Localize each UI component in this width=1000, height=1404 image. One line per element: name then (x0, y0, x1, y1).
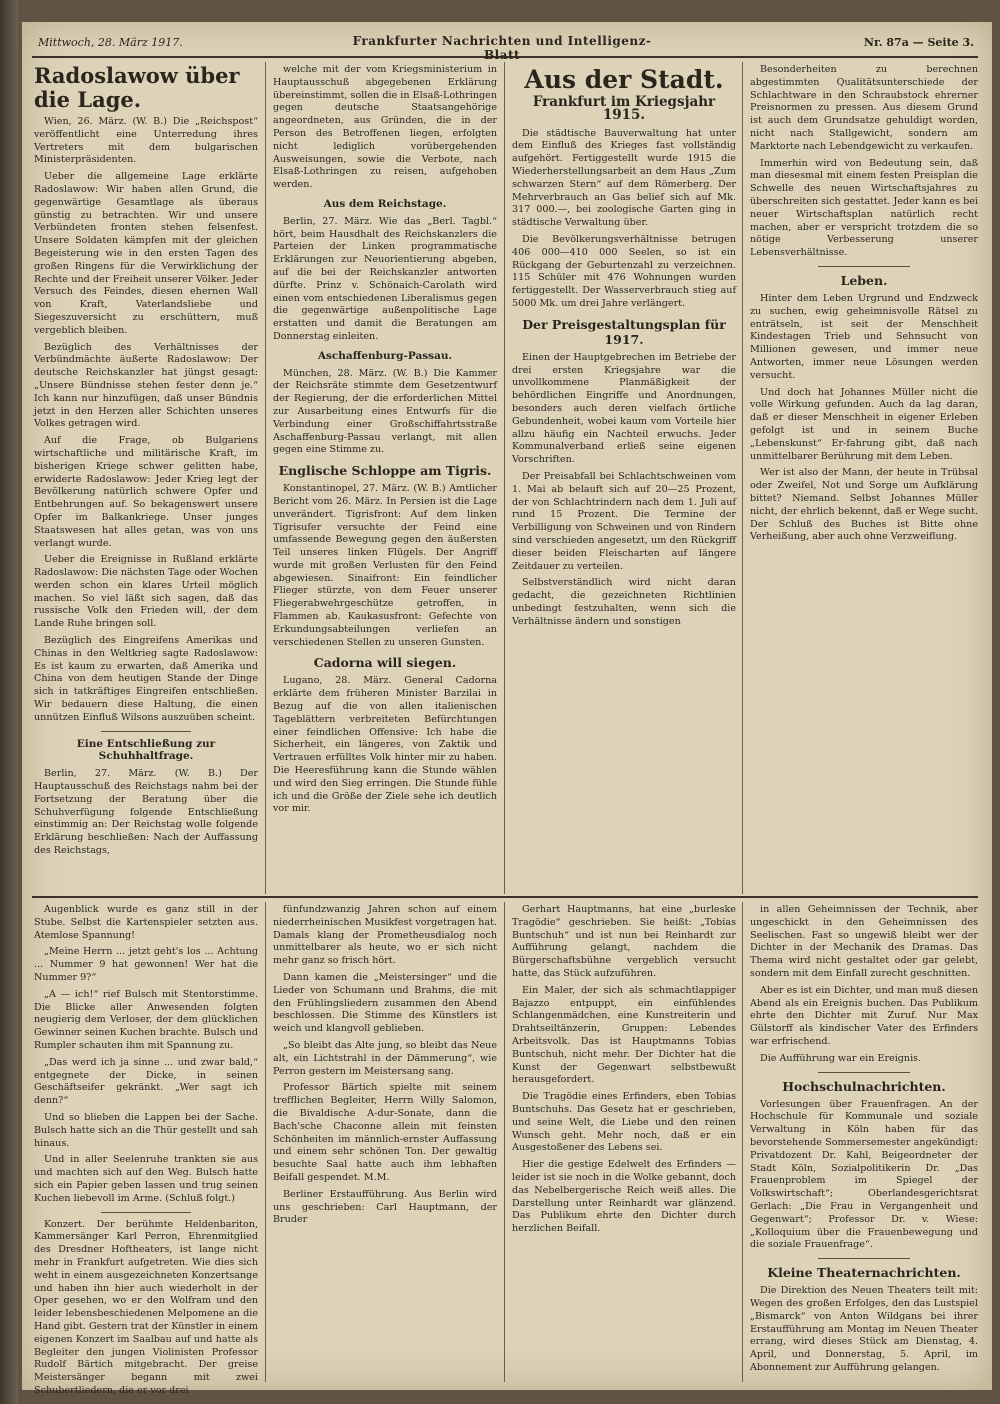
headline-leben: Leben. (840, 272, 888, 288)
article-paragraph: Konzert. Der berühmte Heldenbariton, Kammersänger Karl Perron, Ehrenmitglied des Dresdner Hoftheaters, ist lange nicht mehr in Frankfurt aufgetreten. Wie dies sich weht in einem ausgezeichneten Konzertsange und haben ihn hier auch wiederholt in der Oper gesehen, wo er den Wolfram und den leider lebensbeschiedenen Melpomene an die Hand gibt. Gestern trat der Künstler in einem eigenen Konzert im Saalbau auf und hatte als Begleiter den jungen Violinisten Professor Rudolf Bärtich mitgebracht. Der greise Meistersänger begann mit zwei Schubertliedern, die er vor drei (34, 1218, 258, 1396)
article-paragraph: welche mit der vom Kriegsministerium in Hauptausschuß abgegebenen Erklärung übereinstimmt, sollen die in Elsaß-Lothringen gegen deutsche Staatsangehörige angeordneten, aus Gründen, die in der Person des Betroffenen liegen, erfolgten nicht lediglich vorübergehenden Ausweisungen, sowie die Verbote, nach Elsaß-Lothringen zu reisen, aufgehoben werden. (273, 64, 497, 191)
issue-date: Mittwoch, 28. März 1917. (38, 36, 183, 49)
article-paragraph: Die Direktion des Neuen Theaters teilt mit: Wegen des großen Erfolges, den das Lustspiel „Bismarck“ von Anton Wildgans bei ihrer Erstaufführung am Montag im Neuen Theater errang, wird dieses Stück am Dienstag, 4. April, und Donnerstag, 5. April, im Abonnement zur Aufführung gelangen. (750, 1285, 978, 1373)
article-paragraph: Aber es ist ein Dichter, und man muß diesen Abend als ein Ereignis buchen. Das Publikum ehrte den Dichter mit Zuruf. Nur Max Gülstorff als kindischer Vater des Erfinders war erfrischend. (750, 984, 978, 1047)
article-paragraph: fünfundzwanzig Jahren schon auf einem niederrheinischen Musikfest vorgetragen hat. Damals klang der Prometheusdialog noch unmittelbarer als heute, wo er sich nicht mehr ganz so frisch hört. (273, 904, 497, 967)
article-paragraph: „Das werd ich ja sinne ... und zwar bald,“ entgegnete der Dicke, in seinen Geschäftseifer gekränkt. „Wer sagt ich denn?“ (34, 1056, 258, 1107)
headline-cadorna: Cadorna will siegen. (313, 655, 457, 671)
headline-radoslawow: Radoslawow über die Lage. (34, 63, 240, 112)
article-paragraph: Der Preisabfall bei Schlachtschweinen vom 1. Mai ab belauft sich auf 20—25 Prozent, der von Schlachtrindern nach dem 1. Juli auf rund 15 Prozent. Die Termine der Verbilligung von Schweinen und von Rindern sind verschieden angesetzt, um den Rückgriff dieser beiden Fleischarten auf längere Zeitdauer zu verteilen. (512, 470, 736, 572)
article-paragraph: Einen der Hauptgebrechen im Betriebe der drei ersten Kriegsjahre war die unvollkommene Planmäßigkeit der behördlichen Eingriffe und Anordnungen, besonders auch deren vielfach örtliche Gebundenheit, wobei kaum vom Vorteile hier allzu häufig ein Nachteil erwuchs. Jeder Kommunalverband erließ seine eigenen Vorschriften. (512, 351, 736, 466)
article-paragraph: Besonderheiten zu berechnen abgestimmten Qualitätsunterschiede der Schlachtware in den Schraubstock ehrerner Preisnormen zu pressen. Aus diesem Grund ist auch dem Grundsatze gehuldigt worden, nicht nach Stallgewicht, sondern am Marktorte nach Lebendgewicht zu verkaufen. (750, 64, 978, 152)
article-paragraph: in allen Geheimnissen der Technik, aber ungeschickt in den Geheimnissen des Seelischen. Fast so ungewiß bleibt wer der Dichter in der Mechanik des Dramas. Das Thema wird nicht gestaltet oder gar gelebt, sondern mit dem Einfall zurecht geschnitten. (750, 904, 978, 979)
column-3 (512, 64, 736, 892)
article-paragraph: „A — ich!“ rief Bulsch mit Stentorstimme. Die Blicke aller Anwesenden folgten neugierig dem Verloser, der dem glücklichen Gewinner seinen Kuchen brachte. Bulsch und Rumpler schauten ihm mit Spannung zu. (34, 988, 258, 1051)
article-paragraph: „So bleibt das Alte jung, so bleibt das Neue alt, ein Lichtstrahl in der Dämmerung“, wie Perron gestern im Meistersang sang. (273, 1039, 497, 1077)
feuilleton-column-3 (512, 904, 736, 1382)
article-paragraph: Bezüglich des Eingreifens Amerikas und Chinas in den Weltkrieg sagte Radoslawow: Es ist kaum zu erwarten, daß Amerika und China von dem heutigen Stande der Dinge sich in tatkräftiges Eingreifen entschließen. Wir bedauern diese Haltung, die einen unnützen Einfluß Wilsons auszuüben scheint. (34, 635, 258, 723)
article-paragraph: Ein Maler, der sich als schmachtlappiger Bajazzo entpuppt, ein einfühlendes Schlangenmädchen, eine Kunstreiterin und Drahtseiltänzerin, Gruppen: Lebendes Arbeitsvolk. Das ist Hauptmanns Tobias Buntschuh, nicht mehr. Der Dichter hat die Kunst der Gegenwart selbstbewußt herausgefordert. (512, 984, 736, 1086)
article-separator (101, 1212, 191, 1213)
column-rule (742, 902, 743, 1382)
column-1 (34, 64, 258, 892)
feuilleton-column-2 (273, 904, 497, 1382)
article-paragraph: Professor Bärtich spielte mit seinem trefflichen Begleiter, Herrn Willy Salomon, die Bivaldische A-dur-Sonate, dann die Bach'sche Chaconne allein mit feinsten Schönheiten im männlich-ernster Auffassung und einem sehr schönen Ton. Der gewaltig besuchte Saal hatte auch ihm lebhaften Beifall gespendet. M.M. (273, 1082, 497, 1183)
article-paragraph: Augenblick wurde es ganz still in der Stube. Selbst die Kartenspieler setzten aus. Atemlose Spannung! (34, 904, 258, 941)
section-divider (32, 896, 978, 898)
column-4 (750, 64, 978, 892)
article-separator (818, 1258, 909, 1259)
column-2 (273, 64, 497, 892)
column-rule (504, 62, 505, 894)
article-paragraph: Hinter dem Leben Urgrund und Endzweck zu suchen, ewig geheimnisvolle Rätsel zu enträtseln, ist seit der Menschheit Kindestagen Trieb und Sehnsucht von Millionen gewesen, und immer neue Antworten, immer neue Lösungen werden versucht. (750, 292, 978, 381)
article-paragraph: Und doch hat Johannes Müller nicht die volle Wirkung gefunden. Auch da lag daran, daß er dieser Menschheit in eigener Erleben gefolgt ist und in seinem Buche „Lebenskunst“ Er-fahrung gibt, daß nach unmittelbarer Berührung mit dem Leben. (750, 386, 978, 462)
article-separator (818, 266, 909, 267)
newspaper-page (22, 22, 992, 1396)
book-binding-edge (0, 0, 18, 1404)
article-separator (818, 1072, 909, 1073)
column-rule (265, 902, 266, 1382)
article-paragraph: Wien, 26. März. (W. B.) Die „Reichspost“ veröffentlicht eine Unterredung ihres Vertreters mit dem bulgarischen Ministerpräsidenten. (34, 116, 258, 166)
article-paragraph: Dann kamen die „Meistersinger“ und die Lieder von Schumann und Brahms, die mit den Frühlingsliedern zusammen den Abend beschlossen. Die Stimme des Künstlers ist weich und klangvoll geblieben. (273, 971, 497, 1035)
article-paragraph: Gerhart Hauptmanns, hat eine „burleske Tragödie“ geschrieben. Sie heißt: „Tobias Buntschuh“ und ist nun bei Reinhardt zur Aufführung gelangt, nachdem die Bürgerschaftsbühne vergeblich versucht hatte, das Stück aufzuführen. (512, 904, 736, 979)
headline-reichstage: Aus dem Reichstage. (323, 197, 447, 210)
article-paragraph: „Meine Herrn ... jetzt geht's los ... Achtung ... Nummer 9 hat gewonnen! Wer hat die Nummer 9?“ (34, 946, 258, 983)
article-separator (101, 731, 191, 732)
headline-aus-der-stadt: Aus der Stadt. (524, 65, 724, 94)
article-paragraph: Wer ist also der Mann, der heute in Trübsal oder Zweifel, Not und Sorge um Aufklärung bittet? Niemand. Selbst Johannes Müller nicht, der ehrlich bekennt, daß er Wege sucht. Der Schluß des Buches ist Bitte ohne Verheißung, aber auch ohne Verzweiflung. (750, 467, 978, 543)
article-paragraph: Und so blieben die Lappen bei der Sache. Bulsch hatte sich an die Thür gestellt und sah hinaus. (34, 1111, 258, 1149)
headline-theaternachrichten: Kleine Theaternachrichten. (767, 1265, 961, 1281)
article-paragraph: Ueber die allgemeine Lage erklärte Radoslawow: Wir haben allen Grund, die gegenwärtige Gesamtlage als überaus günstig zu betrachten. Wir und unsere Verbündeten fronten stehen felsenfest. Unsere Soldaten kämpfen mit der gleichen Begeisterung wie in den ersten Tagen des großen Ringens für die Verwirklichung der Rechte und der Freiheit unserer Völker. Jeder Versuch des Feindes, diesen ehernen Wall von Kraft, Vaterlandsliebe und Siegeszuversicht zu erschüttern, muß vergeblich bleiben. (34, 171, 258, 336)
article-paragraph: Ueber die Ereignisse in Rußland erklärte Radoslawow: Die nächsten Tage oder Wochen werden schon ein klares Urteil möglich machen. So viel läßt sich sagen, daß das russische Volk den Frieden will, der dem Lande Ruhe bringen soll. (34, 554, 258, 630)
article-paragraph: Bezüglich des Verhältnisses der Verbündmächte äußerte Radoslawow: Der deutsche Reichskanzler hat jüngst gesagt: „Unsere Bündnisse stehen fester denn je.“ Ich kann nur hinzufügen, daß unser Bündnis jetzt in den Herzen aller Schichten unseres Volkes getragen wird. (34, 341, 258, 430)
column-rule (742, 62, 743, 894)
article-paragraph: Hier die gestige Edelwelt des Erfinders — leider ist sie noch in die Wolke gebannt, doch das Nebelbergerische Reich weiß alles. Die Darstellung unter Reinhardt war glänzend. Das Publikum ehrte den Dichter durch herzlichen Beifall. (512, 1159, 736, 1235)
article-paragraph: Vorlesungen über Frauenfragen. An der Hochschule für Kommunale und soziale Verwaltung in Köln haben für das bevorstehende Sommersemester angekündigt: Privatdozent Dr. Kahl, Beigeordneter der Stadt Köln, Sozialpolitikerin Dr. „Das Frauenproblem im Spiegel der Volkswirtschaft“; Oberlandesgerichtsrat Gerlach: „Die Frau in Vergangenheit und Gegenwart“; Professor Dr. v. Wiese: „Kolloquium über die Frauenbewegung und die soziale Frauenfrage“. (750, 1098, 978, 1251)
column-rule (265, 62, 266, 894)
article-paragraph: Berlin, 27. März. (W. B.) Der Hauptausschuß des Reichstags nahm bei der Fortsetzung der Beratung über die Schuhverfügung folgende Entschließung einstimmig an: Der Reichstag wolle folgende Erklärung beschließen: Nach der Auffassung des Reichstags, (34, 768, 258, 857)
headline-hochschulnachrichten: Hochschulnachrichten. (782, 1078, 946, 1094)
newspaper-title: Frankfurter Nachrichten und Intelligenz-Blatt (352, 34, 652, 62)
article-paragraph: Konstantinopel, 27. März. (W. B.) Amtlicher Bericht vom 26. März. In Persien ist die Lage unverändert. Tigrisfront: Auf dem linken Tigrisufer versuchte der Feind eine umfassende Bewegung gegen den äußersten Teil unseres linken Flügels. Der Angriff wurde mit großen Verlusten für den Feind abgewiesen. Sinaifront: Ein feindlicher Flieger stürzte, von dem Feuer unserer Fliegerabwehrgeschütze getroffen, in Flammen ab. Kaukasusfront: Gefechte von Erkundungsabteilungen verliefen an verschiedenen Stellen zu unseren Gunsten. (273, 483, 497, 648)
article-paragraph: Die städtische Bauverwaltung hat unter dem Einfluß des Krieges fast vollständig aufgehört. Fertiggestellt wurde 1915 die Wiederherstellungsarbeit an dem Haus „Zum schwarzen Stern“ auf dem Römerberg. Der Mehrverbrauch an Gas belief sich auf Mk. 317 000.—, bei zoologische Garten ging in städtische Verwaltung über. (512, 127, 736, 229)
column-rule (504, 902, 505, 1382)
masthead (32, 30, 978, 62)
article-paragraph: Berliner Erstaufführung. Aus Berlin wird uns geschrieben: Carl Hauptmann, der Bruder (273, 1188, 497, 1226)
feuilleton-column-1 (34, 904, 258, 1396)
article-paragraph: Die Tragödie eines Erfinders, eben Tobias Buntschuhs. Das Gesetz hat er geschrieben, und seine Welt, die Liebe und den reinen Wunsch geht. Mehr noch, daß er ein Ausgestoßener des Lebens sei. (512, 1091, 736, 1154)
article-paragraph: Die Aufführung war ein Ereignis. (760, 1052, 922, 1064)
page-number: Nr. 87a — Seite 3. (863, 36, 974, 49)
article-paragraph: Lugano, 28. März. General Cadorna erklärte dem früheren Minister Barzilai in Bezug auf die von allen italienischen Tageblättern verbreiteten Befürchtungen einer feindlichen Offensive: Ich habe die Sicherheit, ein längeres, von Zaktik und Vertrauen erfülltes Volk hinter mir zu haben. Die Heeresführung kann die Stunde wählen und wird den Sieg erringen. Die Stunde fühle ich und die Größe der Ziele sehe ich deutlich vor mir. (273, 675, 497, 815)
feuilleton-column-4 (750, 904, 978, 1382)
article-paragraph: Die Bevölkerungsverhältnisse betrugen 406 000—410 000 Seelen, so ist ein Rückgang der Geburtenzahl zu verzeichnen. 115 Schüler mit 476 Wohnungen wurden fertiggestellt. Der Wasserverbrauch stieg auf 5000 Mk. um drei Jahre verlängert. (512, 233, 736, 309)
headline-aschaffenburg: Aschaffenburg-Passau. (317, 349, 453, 362)
article-paragraph: Auf die Frage, ob Bulgariens wirtschaftliche und militärische Kraft, im bisherigen Kriege schwer gelitten habe, erwiderte Radoslawow: Jeder Krieg legt der Bevölkerung natürlich schwere Opfer und Entbehrungen auf. So bekagenswert unsere Opfer im Balkankriege. Unser junges Staatswesen hat alles getan, was von uns verlangt wurde. (34, 435, 258, 549)
headline-tigris: Englische Schloppe am Tigris. (278, 463, 492, 479)
headline-preisgestaltung: Der Preisgestaltungsplan für 1917. (522, 316, 726, 347)
headline-schuhfrage: Eine Entschließung zur Schuhhaltfrage. (76, 737, 216, 763)
article-paragraph: Selbstverständlich wird nicht daran gedacht, die gezeichneten Richtlinien unbedingt festzuhalten, wenn sich die Verhältnisse ändern und sonstigen (512, 577, 736, 627)
article-paragraph: Immerhin wird von Bedeutung sein, daß man diesesmal mit einem festen Preisplan die Schwelle des neuen Wirtschaftsjahres zu überschreiten sich gestattet. Jeder kann es bei neuer Wirtschaftsplan natürlich recht machen, aber er verspricht trotzdem die so nötige Verbesserung unserer Lebensverhältnisse. (750, 157, 978, 259)
subheadline-kriegsjahr: Frankfurt im Kriegsjahr 1915. (532, 94, 716, 123)
article-paragraph: Berlin, 27. März. Wie das „Berl. Tagbl.“ hört, beim Hausdhalt des Reichskanzlers die Parteien der Linken programmatische Erklärungen zur Neuorientierung abgeben, auf die bei der Reichskanzler antworten dürfte. Prinz v. Schönaich-Carolath wird einen vom entschiedenen Liberalismus gegen die gegenwärtige außenpolitische Lage erstatten und damit die Beratungen am Donnerstag einleiten. (273, 215, 497, 342)
article-paragraph: Und in aller Seelenruhe trankten sie aus und machten sich auf den Weg. Bulsch hatte sich ein Papier geben lassen und trug seinen Kuchen liebevoll im Arme. (Schluß folgt.) (34, 1154, 258, 1204)
article-paragraph: München, 28. März. (W. B.) Die Kammer der Reichsräte stimmte dem Gesetzentwurf der Regierung, der die erforderlichen Mittel zur Ausarbeitung eines Entwurfs für die Verbindung einer Großschiffahrtsstraße Aschaffenburg-Passau verlangt, mit allen gegen eine Stimme zu. (273, 367, 497, 456)
